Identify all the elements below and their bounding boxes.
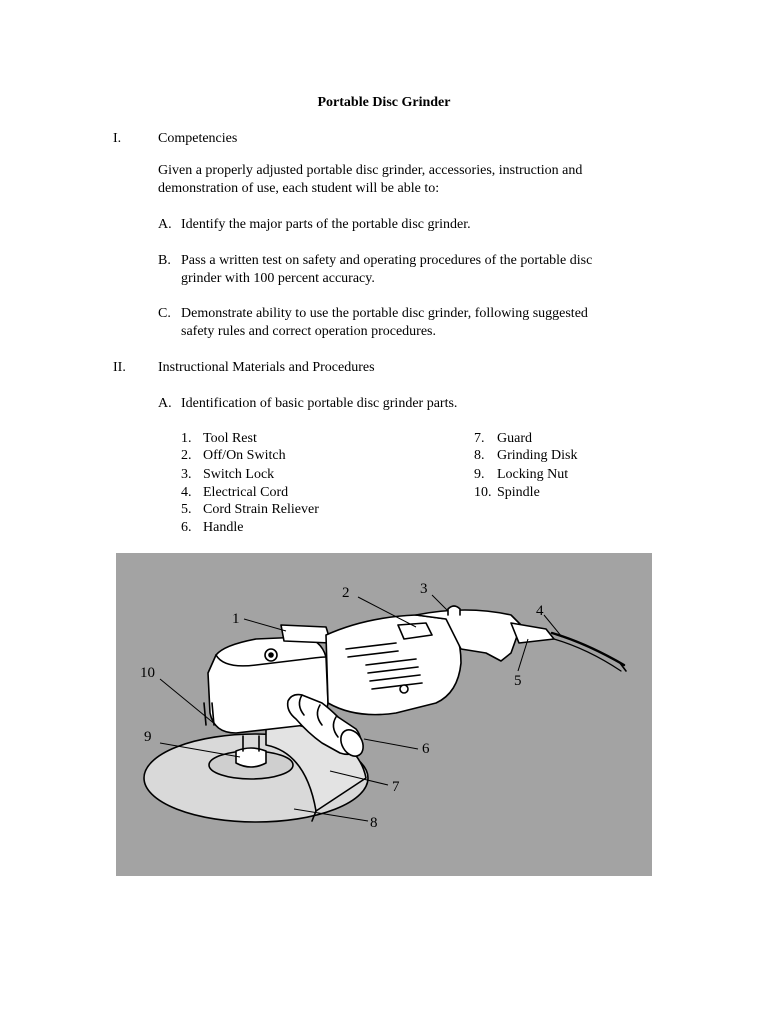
item-letter-c: C. [158, 306, 171, 321]
motor-body-shape [326, 615, 461, 715]
item-c-line-1: Demonstrate ability to use the portable disc grinder, following suggested [181, 306, 588, 321]
callout-2: 2 [342, 585, 350, 601]
section-heading-competencies: Competencies [158, 131, 238, 146]
item-2a-text: Identification of basic portable disc grinder parts. [181, 396, 458, 411]
callout-8: 8 [370, 815, 378, 831]
section-numeral-2: II. [113, 360, 126, 375]
intro-line-2: demonstration of use, each student will be able to: [158, 181, 440, 196]
callout-5: 5 [514, 673, 522, 689]
callout-7: 7 [392, 779, 400, 795]
leader-3 [432, 595, 448, 611]
item-letter-2a: A. [158, 396, 172, 411]
item-c-line-2: safety rules and correct operation procedures. [181, 324, 436, 339]
item-b-line-2: grinder with 100 percent accuracy. [181, 271, 375, 286]
part-name: Guard [497, 431, 532, 446]
callout-3: 3 [420, 581, 428, 597]
part-number: 4. [181, 485, 192, 500]
locking-nut-shape [236, 748, 266, 767]
section-numeral-1: I. [113, 131, 122, 146]
part-name: Off/On Switch [203, 448, 286, 463]
leader-1 [244, 619, 286, 631]
section-heading-materials: Instructional Materials and Procedures [158, 360, 375, 375]
leader-6 [364, 739, 418, 749]
part-number: 3. [181, 467, 192, 482]
item-b-line-1: Pass a written test on safety and operating procedures of the portable disc [181, 253, 593, 268]
callout-4: 4 [536, 603, 544, 619]
part-name: Spindle [497, 485, 540, 500]
part-number: 2. [181, 448, 192, 463]
grinder-diagram [116, 553, 652, 876]
part-name: Locking Nut [497, 467, 569, 482]
callout-10: 10 [140, 665, 155, 681]
part-number: 7. [474, 431, 485, 446]
callout-1: 1 [232, 611, 240, 627]
part-number: 5. [181, 502, 192, 517]
item-a-text: Identify the major parts of the portable disc grinder. [181, 217, 471, 232]
part-number: 1. [181, 431, 192, 446]
item-letter-b: B. [158, 253, 171, 268]
callout-6: 6 [422, 741, 430, 757]
part-name: Cord Strain Reliever [203, 502, 319, 517]
cord-shape [552, 633, 624, 665]
part-name: Grinding Disk [497, 448, 578, 463]
part-name: Handle [203, 520, 244, 535]
tool-rest-shape [281, 625, 331, 643]
intro-line-1: Given a properly adjusted portable disc grinder, accessories, instruction and [158, 163, 583, 178]
callout-9: 9 [144, 729, 152, 745]
part-number: 10. [474, 485, 492, 500]
item-letter-a: A. [158, 217, 172, 232]
part-number: 9. [474, 467, 485, 482]
leader-10 [160, 679, 216, 725]
strain-reliever-shape [511, 623, 554, 643]
document-title: Portable Disc Grinder [317, 95, 451, 110]
grinder-illustration [116, 553, 652, 876]
part-number: 6. [181, 520, 192, 535]
part-name: Tool Rest [203, 431, 257, 446]
part-name: Switch Lock [203, 467, 275, 482]
switch-lock-shape [448, 606, 460, 615]
part-name: Electrical Cord [203, 485, 289, 500]
part-number: 8. [474, 448, 485, 463]
leader-5 [518, 639, 528, 671]
